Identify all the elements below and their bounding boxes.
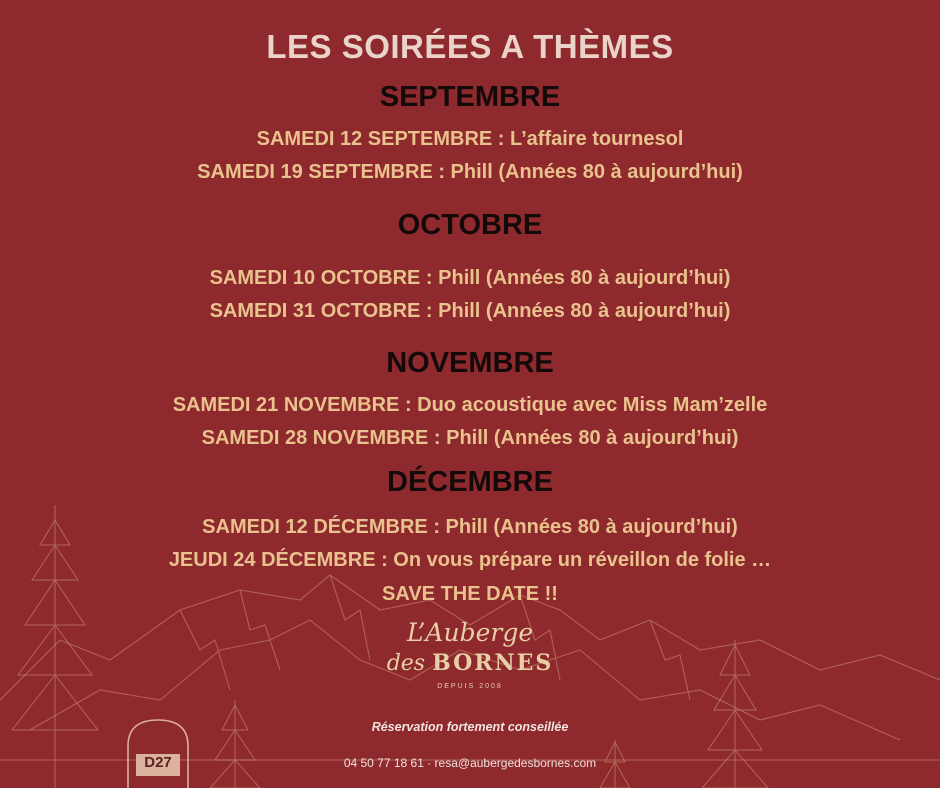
- event-item: JEUDI 24 DÉCEMBRE : On vous prépare un réveillon de folie …: [168, 549, 772, 571]
- event-item: SAVE THE DATE !!: [382, 583, 558, 605]
- event-item: SAMEDI 12 DÉCEMBRE : Phill (Années 80 à aujourd’hui): [202, 516, 738, 538]
- reservation-notice: Réservation fortement conseillée: [371, 720, 569, 734]
- month-heading-septembre: SEPTEMBRE: [379, 81, 561, 113]
- logo-brand: BORNES: [432, 650, 554, 676]
- auberge-logo: [370, 618, 570, 690]
- event-item: SAMEDI 10 OCTOBRE : Phill (Années 80 à aujourd’hui): [209, 267, 731, 289]
- event-item: SAMEDI 19 SEPTEMBRE : Phill (Années 80 à aujourd’hui): [197, 161, 743, 183]
- milestone-label: D27: [144, 754, 172, 771]
- event-item: SAMEDI 21 NOVEMBRE : Duo acoustique avec Miss Mam’zelle: [172, 394, 768, 416]
- logo-prefix: des: [386, 651, 426, 676]
- event-item: SAMEDI 31 OCTOBRE : Phill (Années 80 à aujourd’hui): [209, 300, 731, 322]
- logo-title-line: L’Auberge: [406, 618, 534, 647]
- month-heading-octobre: OCTOBRE: [397, 209, 543, 241]
- month-heading-novembre: NOVEMBRE: [386, 347, 554, 379]
- event-item: SAMEDI 12 SEPTEMBRE : L’affaire tournesol: [256, 128, 684, 150]
- page-title: LES SOIRÉES A THÈMES: [266, 28, 674, 65]
- logo-since: DEPUIS 2008: [437, 683, 503, 690]
- event-item: SAMEDI 28 NOVEMBRE : Phill (Années 80 à aujourd’hui): [201, 427, 739, 449]
- contact-info: 04 50 77 18 61 · resa@aubergedesbornes.com: [343, 756, 597, 770]
- logo-subtitle-line: [370, 648, 570, 679]
- month-heading-decembre: DÉCEMBRE: [387, 466, 553, 498]
